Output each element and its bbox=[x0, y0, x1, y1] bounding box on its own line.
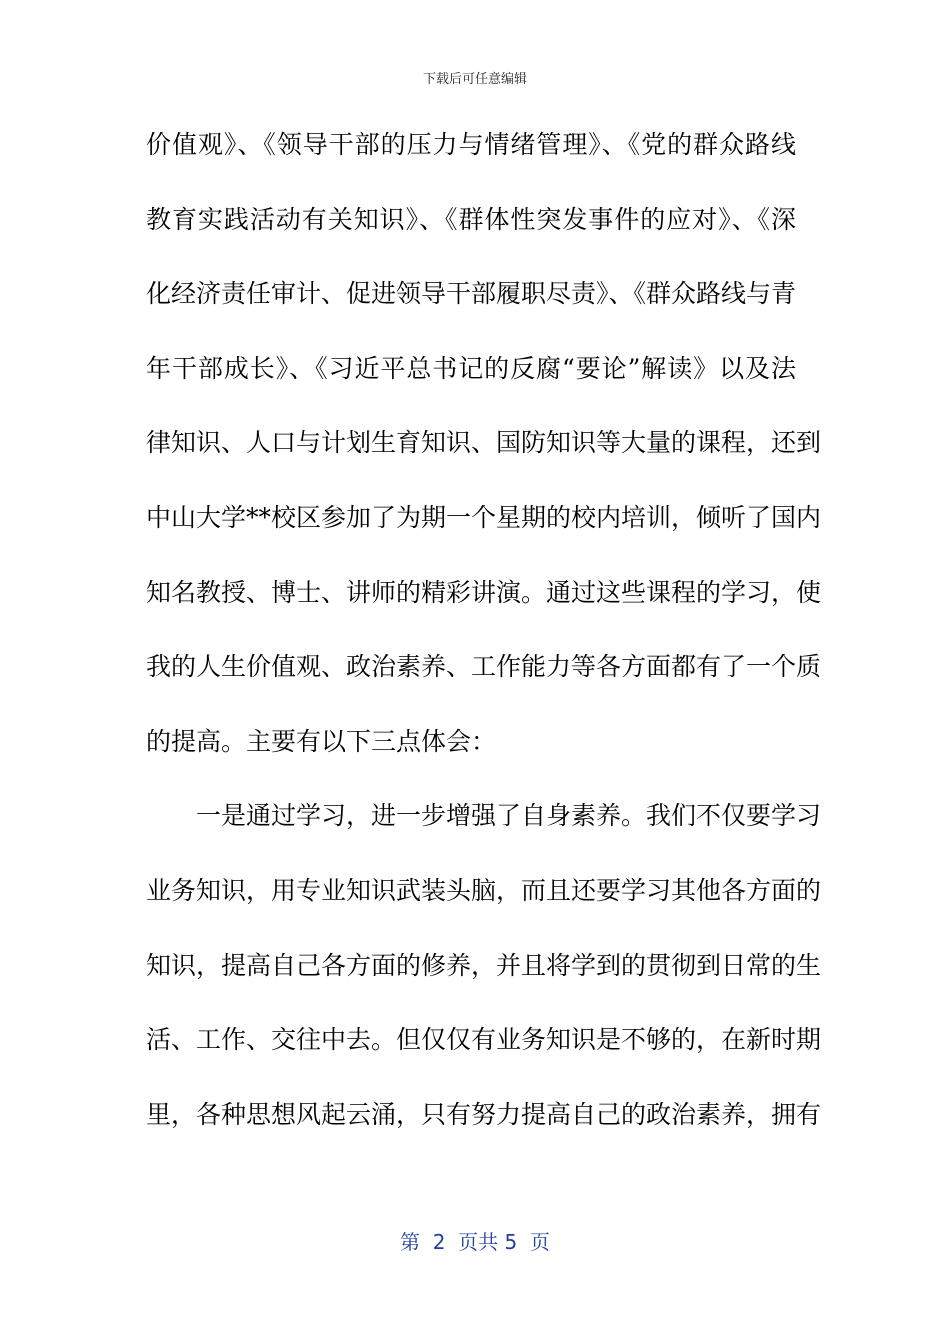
text-line: 的提高。主要有以下三点体会： bbox=[146, 726, 497, 756]
text-line: 里，各种思想风起云涌，只有努力提高自己的政治素养，拥有 bbox=[146, 1099, 822, 1129]
text-line: 业务知识，用专业知识武装头脑，而且还要学习其他各方面的 bbox=[146, 875, 822, 905]
document-body bbox=[146, 118, 822, 1162]
text-line: 知名教授、博士、讲师的精彩讲演。通过这些课程的学习，使 bbox=[146, 577, 822, 607]
text-line: 价值观》、《领导干部的压力与情绪管理》、《党的群众路线 bbox=[146, 130, 796, 159]
header-note: 下载后可任意编辑 bbox=[422, 72, 527, 87]
text-line: 中山大学**校区参加了为期一个星期的校内培训，倾听了国内 bbox=[146, 502, 822, 532]
text-line: 教育实践活动有关知识》、《群体性突发事件的应对》、《深 bbox=[146, 204, 796, 234]
text-line: 知识，提高自己各方面的修养，并且将学到的贯彻到日常的生 bbox=[146, 950, 822, 980]
page-number-footer: 第 2 页共 5 页 bbox=[400, 1230, 550, 1254]
text-line: 活、工作、交往中去。但仅仅有业务知识是不够的，在新时期 bbox=[146, 1025, 822, 1055]
text-line: 年干部成长》、《习近平总书记的反腐“要论”解读》以及法 bbox=[146, 353, 796, 383]
text-line: 律知识、人口与计划生育知识、国防知识等大量的课程，还到 bbox=[146, 428, 822, 458]
text-line: 一是通过学习，进一步增强了自身素养。我们不仅要学习 bbox=[196, 801, 822, 831]
text-line: 化经济责任审计、促进领导干部履职尽责》、《群众路线与青 bbox=[146, 279, 797, 309]
text-line: 我的人生价值观、政治素养、工作能力等各方面都有了一个质 bbox=[146, 652, 822, 682]
